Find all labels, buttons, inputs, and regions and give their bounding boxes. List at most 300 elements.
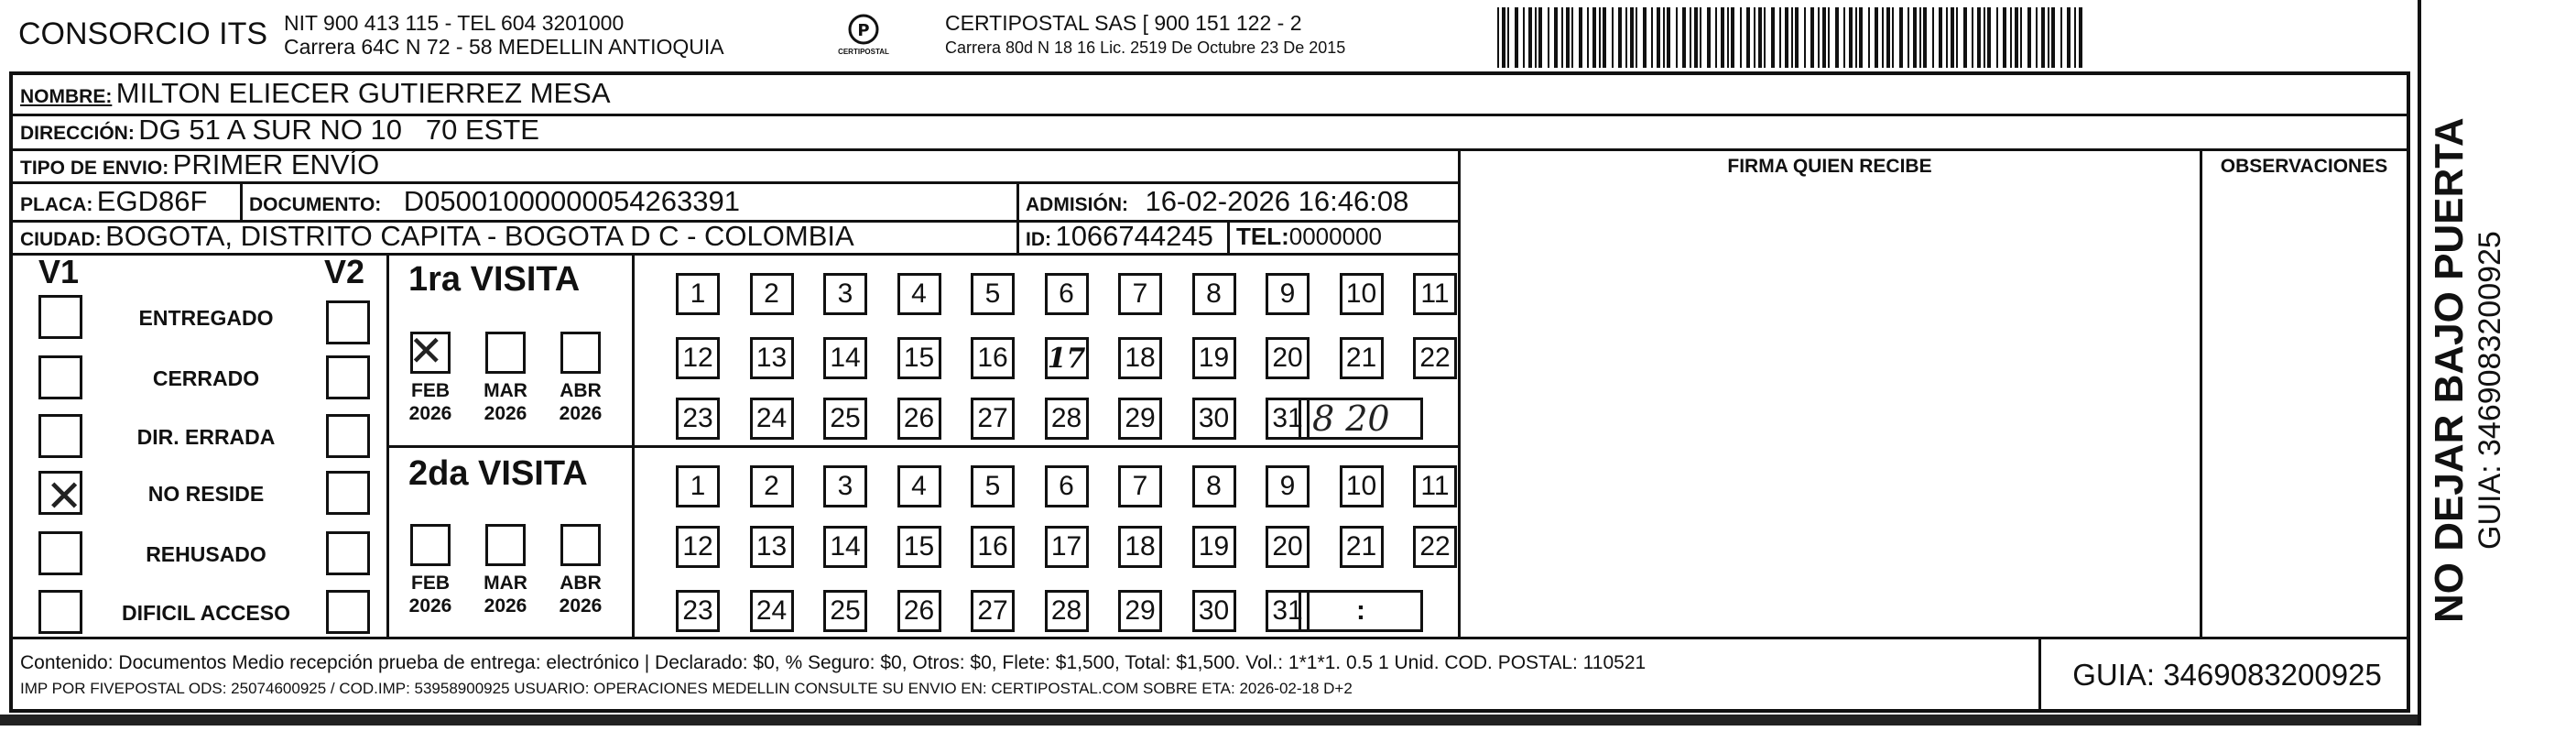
barcode-bar xyxy=(1548,7,1549,68)
day-number: 13 xyxy=(755,531,788,562)
day-box[interactable] xyxy=(1340,273,1384,315)
day-box[interactable] xyxy=(1192,590,1236,632)
day-box[interactable] xyxy=(1340,337,1384,379)
day-box[interactable] xyxy=(971,526,1015,568)
day-box[interactable] xyxy=(897,398,941,440)
barcode-bar xyxy=(1919,7,1921,68)
name-label: NOMBRE: xyxy=(20,86,113,107)
month-label xyxy=(476,379,535,425)
day-box[interactable] xyxy=(1413,465,1457,507)
barcode-bar xyxy=(1740,7,1742,68)
day-number: 22 xyxy=(1419,343,1451,373)
tel-label: TEL: xyxy=(1236,223,1289,250)
day-number: 8 xyxy=(1206,471,1222,501)
v1-checkbox[interactable] xyxy=(38,355,82,399)
svg-text:P: P xyxy=(857,21,870,40)
barcode-bar xyxy=(1523,7,1525,68)
barcode-bar xyxy=(1571,7,1573,68)
day-number: 10 xyxy=(1345,278,1377,309)
barcode-bar xyxy=(1956,7,1958,68)
no-dejar-notice: NO DEJAR BAJO PUERTA xyxy=(2427,117,2472,623)
city: BOGOTA, DISTRITO CAPITA - BOGOTA D C - COLOMBIA xyxy=(105,220,854,252)
barcode-bar xyxy=(1625,7,1627,68)
barcode-bar xyxy=(1579,7,1582,68)
second-visit-time-box xyxy=(1299,590,1423,632)
barcode-bar xyxy=(1946,7,1948,68)
barcode-bar xyxy=(1923,7,1927,68)
day-number: 29 xyxy=(1125,595,1156,626)
barcode-bar xyxy=(2067,7,2071,68)
day-box[interactable] xyxy=(1413,337,1457,379)
barcode xyxy=(1497,7,2083,68)
day-box[interactable] xyxy=(1266,337,1310,379)
day-box[interactable] xyxy=(1192,526,1236,568)
day-box[interactable] xyxy=(823,273,867,315)
barcode-bar xyxy=(1603,7,1606,68)
day-box[interactable] xyxy=(1413,526,1457,568)
day-box[interactable] xyxy=(1118,526,1162,568)
document-label: DOCUMENTO: xyxy=(249,194,382,215)
day-number: 20 xyxy=(1272,531,1303,562)
option-label: DIR. ERRADA xyxy=(136,425,276,449)
day-number: 10 xyxy=(1345,471,1377,501)
day-box[interactable] xyxy=(750,526,794,568)
barcode-bar xyxy=(2048,7,2049,68)
barcode-bar xyxy=(1507,7,1509,68)
day-number: 4 xyxy=(911,471,927,501)
side-guia: GUIA: 3469083200925 xyxy=(2473,231,2507,550)
barcode-bar xyxy=(2060,7,2062,68)
day-number: 2 xyxy=(764,471,779,501)
barcode-bar xyxy=(1882,7,1884,68)
option-label: REHUSADO xyxy=(146,542,266,566)
company-line1: NIT 900 413 115 - TEL 604 3201000 xyxy=(284,11,625,35)
barcode-bar xyxy=(1515,7,1518,68)
barcode-bar xyxy=(1984,7,1985,68)
day-number: 22 xyxy=(1419,531,1451,562)
first-visit-title: 1ra VISITA xyxy=(408,260,581,299)
month-name: ABR xyxy=(560,573,602,594)
day-number: 1 xyxy=(690,278,706,309)
day-box[interactable] xyxy=(1118,337,1162,379)
barcode-bar xyxy=(1868,7,1870,68)
day-box[interactable] xyxy=(1340,526,1384,568)
day-box[interactable] xyxy=(1192,398,1236,440)
bottom-edge xyxy=(0,715,2418,726)
day-number: 29 xyxy=(1125,403,1156,433)
day-number: 19 xyxy=(1198,343,1230,373)
day-number: 20 xyxy=(1272,343,1303,373)
id-label: ID: xyxy=(1026,229,1051,250)
month-label xyxy=(551,572,610,617)
day-number: 3 xyxy=(837,278,853,309)
day-number: 30 xyxy=(1198,403,1230,433)
day-number: 8 xyxy=(1206,278,1222,309)
day-box[interactable] xyxy=(1045,337,1089,379)
day-number: 30 xyxy=(1198,595,1230,626)
month-checkbox[interactable] xyxy=(410,524,451,566)
barcode-bar xyxy=(1951,7,1954,68)
day-box[interactable] xyxy=(897,337,941,379)
barcode-bar xyxy=(1715,7,1717,68)
day-number: 1 xyxy=(690,471,706,501)
day-number: 23 xyxy=(682,595,713,626)
day-box[interactable] xyxy=(676,337,720,379)
day-number: 15 xyxy=(903,531,935,562)
day-number: 16 xyxy=(977,531,1008,562)
barcode-bar xyxy=(1754,7,1755,68)
barcode-bar xyxy=(1835,7,1839,68)
month-year: 2026 xyxy=(484,403,527,424)
barcode-bar xyxy=(1682,7,1686,68)
day-number: 25 xyxy=(830,403,861,433)
day-number: 11 xyxy=(1420,471,1450,501)
barcode-bar xyxy=(2003,7,2006,68)
day-number: 28 xyxy=(1050,595,1082,626)
barcode-bar xyxy=(1758,7,1762,68)
barcode-bar xyxy=(1630,7,1634,68)
barcode-bar xyxy=(1875,7,1878,68)
option-label: NO RESIDE xyxy=(147,482,265,506)
day-number: 26 xyxy=(903,595,935,626)
feb-check: ✕ xyxy=(408,326,444,376)
day-number: 26 xyxy=(903,403,935,433)
day-number: 24 xyxy=(755,403,788,433)
day-number: 4 xyxy=(911,278,927,309)
day-box[interactable] xyxy=(676,273,720,315)
month-year: 2026 xyxy=(559,403,603,424)
day-box[interactable] xyxy=(1118,398,1162,440)
day-box[interactable] xyxy=(1118,273,1162,315)
month-year: 2026 xyxy=(408,595,452,616)
day-box[interactable] xyxy=(971,273,1015,315)
v2-checkbox[interactable] xyxy=(326,414,370,458)
day-number: 19 xyxy=(1198,531,1230,562)
right-edge xyxy=(2418,0,2421,726)
month-label xyxy=(476,572,535,617)
day-box[interactable] xyxy=(823,590,867,632)
day-box[interactable] xyxy=(1340,465,1384,507)
barcode-bar xyxy=(1707,7,1711,68)
barcode-bar xyxy=(1810,7,1814,68)
month-name: MAR xyxy=(484,380,527,401)
barcode-bar xyxy=(1987,7,1991,68)
barcode-bar xyxy=(1700,7,1701,68)
barcode-bar xyxy=(1663,7,1665,68)
barcode-bar xyxy=(1554,7,1558,68)
day-box[interactable] xyxy=(676,590,720,632)
day-box[interactable] xyxy=(1192,465,1236,507)
barcode-bar xyxy=(1746,7,1750,68)
day-number: 3 xyxy=(837,471,853,501)
day-number: 24 xyxy=(755,595,788,626)
v2-checkbox[interactable] xyxy=(326,590,370,634)
v2-checkbox[interactable] xyxy=(326,300,370,344)
barcode-bar xyxy=(1939,7,1942,68)
barcode-bar xyxy=(1690,7,1691,68)
shipment-type: PRIMER ENVÍO xyxy=(172,148,380,180)
footer-guia: GUIA: 3469083200925 xyxy=(2072,658,2382,692)
company-line2: Carrera 64C N 72 - 58 MEDELLIN ANTIOQUIA xyxy=(284,35,724,59)
barcode-bar xyxy=(1843,7,1845,68)
day-box[interactable] xyxy=(676,398,720,440)
barcode-bar xyxy=(1721,7,1724,68)
day-number: 31 xyxy=(1272,403,1303,433)
day-number: 16 xyxy=(977,343,1008,373)
day-box[interactable] xyxy=(971,590,1015,632)
plate-label: PLACA: xyxy=(20,194,93,215)
day-box[interactable] xyxy=(897,465,941,507)
barcode-bar xyxy=(1497,7,1499,68)
document-number: D05001000000054263391 xyxy=(403,185,740,217)
recipient-address: DG 51 A SUR NO 10 70 ESTE xyxy=(138,114,539,146)
day-box[interactable] xyxy=(750,590,794,632)
barcode-bar xyxy=(1651,7,1653,68)
barcode-bar xyxy=(1694,7,1698,68)
barcode-bar xyxy=(1795,7,1799,68)
day-box[interactable] xyxy=(823,526,867,568)
day-box[interactable] xyxy=(971,337,1015,379)
day-number: 12 xyxy=(682,343,713,373)
plate: EGD86F xyxy=(96,185,208,217)
v2-checkbox[interactable] xyxy=(326,355,370,399)
barcode-bar xyxy=(2036,7,2038,68)
day-number: 15 xyxy=(903,343,935,373)
carrier-line1: CERTIPOSTAL SAS [ 900 151 122 - 2 xyxy=(945,11,1302,35)
day-box[interactable] xyxy=(1045,398,1089,440)
day-box[interactable] xyxy=(676,526,720,568)
barcode-bar xyxy=(1892,7,1894,68)
month-name: MAR xyxy=(484,573,527,594)
day-number: 2 xyxy=(764,278,779,309)
barcode-bar xyxy=(1804,7,1806,68)
day-box[interactable] xyxy=(897,526,941,568)
day-box[interactable] xyxy=(823,465,867,507)
day-box[interactable] xyxy=(1045,273,1089,315)
barcode-bar xyxy=(2015,7,2018,68)
barcode-bar xyxy=(2010,7,2012,68)
v2-label: V2 xyxy=(324,253,365,290)
month-label xyxy=(401,379,460,425)
day-box[interactable] xyxy=(1266,273,1310,315)
barcode-bar xyxy=(1779,7,1781,68)
barcode-bar xyxy=(1636,7,1637,68)
barcode-bar xyxy=(2074,7,2076,68)
barcode-bar xyxy=(1731,7,1734,68)
barcode-bar xyxy=(1972,7,1973,68)
id-number: 1066744245 xyxy=(1055,220,1213,252)
day-box[interactable] xyxy=(1118,465,1162,507)
barcode-bar xyxy=(1502,7,1505,68)
day-number: 27 xyxy=(977,403,1008,433)
month-name: ABR xyxy=(560,380,602,401)
logo-text: CERTIPOSTAL xyxy=(838,48,889,56)
day-number: 27 xyxy=(977,595,1008,626)
barcode-bar xyxy=(1932,7,1934,68)
barcode-bar xyxy=(1587,7,1589,68)
second-visit-time: : xyxy=(1356,595,1365,626)
barcode-bar xyxy=(1996,7,1998,68)
month-year: 2026 xyxy=(408,403,452,424)
day-number: 7 xyxy=(1132,471,1148,501)
day-box[interactable] xyxy=(897,273,941,315)
month-name: FEB xyxy=(411,573,450,594)
v1-checkbox[interactable] xyxy=(38,295,82,339)
barcode-bar xyxy=(1727,7,1729,68)
day-box[interactable] xyxy=(1266,526,1310,568)
barcode-bar xyxy=(1535,7,1537,68)
day-box[interactable] xyxy=(897,590,941,632)
day-number: 17 xyxy=(1050,531,1082,562)
barcode-bar xyxy=(1899,7,1903,68)
admission-label: ADMISIÓN: xyxy=(1026,194,1128,215)
second-visit-title: 2da VISITA xyxy=(408,454,588,493)
day-box[interactable] xyxy=(1266,465,1310,507)
barcode-bar xyxy=(1771,7,1775,68)
day-box[interactable] xyxy=(1192,273,1236,315)
barcode-bar xyxy=(1828,7,1830,68)
barcode-bar xyxy=(1643,7,1647,68)
barcode-bar xyxy=(1764,7,1766,68)
barcode-bar xyxy=(1566,7,1570,68)
day-number: 9 xyxy=(1279,278,1296,309)
day-number: 21 xyxy=(1345,343,1377,373)
barcode-bar xyxy=(1822,7,1826,68)
barcode-bar xyxy=(1657,7,1660,68)
first-visit-time-box xyxy=(1299,398,1423,440)
day-box[interactable] xyxy=(750,398,794,440)
day-number: 17 xyxy=(1047,342,1086,375)
day-number: 5 xyxy=(984,278,1001,309)
day-box[interactable] xyxy=(750,273,794,315)
barcode-bar xyxy=(1886,7,1890,68)
barcode-bar xyxy=(1913,7,1917,68)
barcode-bar xyxy=(1977,7,1981,68)
day-box[interactable] xyxy=(1118,590,1162,632)
month-year: 2026 xyxy=(484,595,527,616)
day-number: 31 xyxy=(1272,595,1303,626)
carrier-line2: Carrera 80d N 18 16 Lic. 2519 De Octubre 23 De 2015 xyxy=(945,38,1346,57)
day-number: 6 xyxy=(1059,471,1074,501)
month-checkbox[interactable] xyxy=(485,332,526,374)
month-label xyxy=(551,379,610,425)
day-number: 9 xyxy=(1279,471,1296,501)
month-checkbox[interactable] xyxy=(560,332,601,374)
imp-line: IMP POR FIVEPOSTAL ODS: 25074600925 / COD.IMP: 53958900925 USUARIO: OPERACIONES MEDELLIN CONSULTE SU ENVIO EN: CERTIPOSTAL.COM SOBRE ETA: 2026-02-18 D+2 xyxy=(20,680,1353,697)
city-label: CIUDAD: xyxy=(20,229,102,250)
barcode-bar xyxy=(2051,7,2055,68)
day-number: 7 xyxy=(1132,278,1148,309)
barcode-bar xyxy=(1561,7,1563,68)
day-number: 18 xyxy=(1125,531,1156,562)
day-number: 14 xyxy=(830,531,861,562)
certipostal-logo xyxy=(831,11,896,62)
barcode-bar xyxy=(1849,7,1853,68)
observations-header: OBSERVACIONES xyxy=(2220,156,2388,177)
day-box[interactable] xyxy=(1413,273,1457,315)
barcode-bar xyxy=(2079,7,2082,68)
day-number: 11 xyxy=(1420,278,1450,309)
month-checkbox[interactable] xyxy=(560,524,601,566)
barcode-bar xyxy=(1618,7,1622,68)
day-box[interactable] xyxy=(823,337,867,379)
address-label: DIRECCIÓN: xyxy=(20,123,135,144)
barcode-bar xyxy=(1818,7,1820,68)
barcode-bar xyxy=(1676,7,1678,68)
day-number: 12 xyxy=(682,531,713,562)
day-box[interactable] xyxy=(823,398,867,440)
barcode-bar xyxy=(1855,7,1857,68)
tel-number: 0000000 xyxy=(1288,223,1382,250)
v1-no-reside-check: ✕ xyxy=(46,471,83,522)
day-box[interactable] xyxy=(750,465,794,507)
day-number: 13 xyxy=(755,343,788,373)
shipment-type-label: TIPO DE ENVIO: xyxy=(20,158,169,179)
month-label xyxy=(401,572,460,617)
v1-checkbox[interactable] xyxy=(38,531,82,575)
day-number: 21 xyxy=(1345,531,1377,562)
barcode-bar xyxy=(1599,7,1601,68)
month-year: 2026 xyxy=(559,595,603,616)
barcode-bar xyxy=(1785,7,1788,68)
day-box[interactable] xyxy=(676,465,720,507)
day-box[interactable] xyxy=(750,337,794,379)
day-box[interactable] xyxy=(1045,465,1089,507)
day-box[interactable] xyxy=(971,465,1015,507)
option-label: ENTREGADO xyxy=(138,306,274,330)
day-number: 23 xyxy=(682,403,713,433)
v2-checkbox[interactable] xyxy=(326,531,370,575)
v1-checkbox[interactable] xyxy=(38,590,82,634)
first-visit-time: 8 20 xyxy=(1312,398,1390,439)
recipient-name: MILTON ELIECER GUTIERREZ MESA xyxy=(115,77,611,109)
barcode-bar xyxy=(1791,7,1793,68)
admission-date: 16-02-2026 16:46:08 xyxy=(1145,185,1409,217)
barcode-bar xyxy=(1859,7,1863,68)
company-name: CONSORCIO ITS xyxy=(18,16,268,51)
barcode-bar xyxy=(2041,7,2045,68)
v2-checkbox[interactable] xyxy=(326,471,370,515)
barcode-bar xyxy=(1963,7,1967,68)
day-number: 18 xyxy=(1125,343,1156,373)
day-number: 28 xyxy=(1050,403,1082,433)
barcode-bar xyxy=(2027,7,2031,68)
signature-header: FIRMA QUIEN RECIBE xyxy=(1727,156,1932,177)
barcode-bar xyxy=(1528,7,1532,68)
day-box[interactable] xyxy=(1045,526,1089,568)
option-label: CERRADO xyxy=(152,366,260,390)
month-name: FEB xyxy=(411,380,450,401)
barcode-bar xyxy=(1612,7,1614,68)
barcode-bar xyxy=(1538,7,1542,68)
contents-line: Contenido: Documentos Medio recepción prueba de entrega: electrónico | Declarado: $0, % Seguro: $0, Otros: $0, Flete: $1,500, Total: $1,500. Vol.: 1*1*1. 0.5 1 Unid. COD. POSTAL: 110521 xyxy=(20,652,1647,673)
month-checkbox[interactable] xyxy=(485,524,526,566)
day-box[interactable] xyxy=(971,398,1015,440)
day-box[interactable] xyxy=(1045,590,1089,632)
v1-checkbox[interactable] xyxy=(38,414,82,458)
barcode-bar xyxy=(1667,7,1670,68)
v1-label: V1 xyxy=(38,253,80,290)
option-label: DIFICIL ACCESO xyxy=(121,601,290,625)
barcode-bar xyxy=(2020,7,2022,68)
barcode-bar xyxy=(1592,7,1596,68)
day-number: 5 xyxy=(984,471,1001,501)
barcode-bar xyxy=(1908,7,1909,68)
day-box[interactable] xyxy=(1192,337,1236,379)
day-number: 14 xyxy=(830,343,861,373)
day-number: 6 xyxy=(1059,278,1074,309)
day-number: 25 xyxy=(830,595,861,626)
